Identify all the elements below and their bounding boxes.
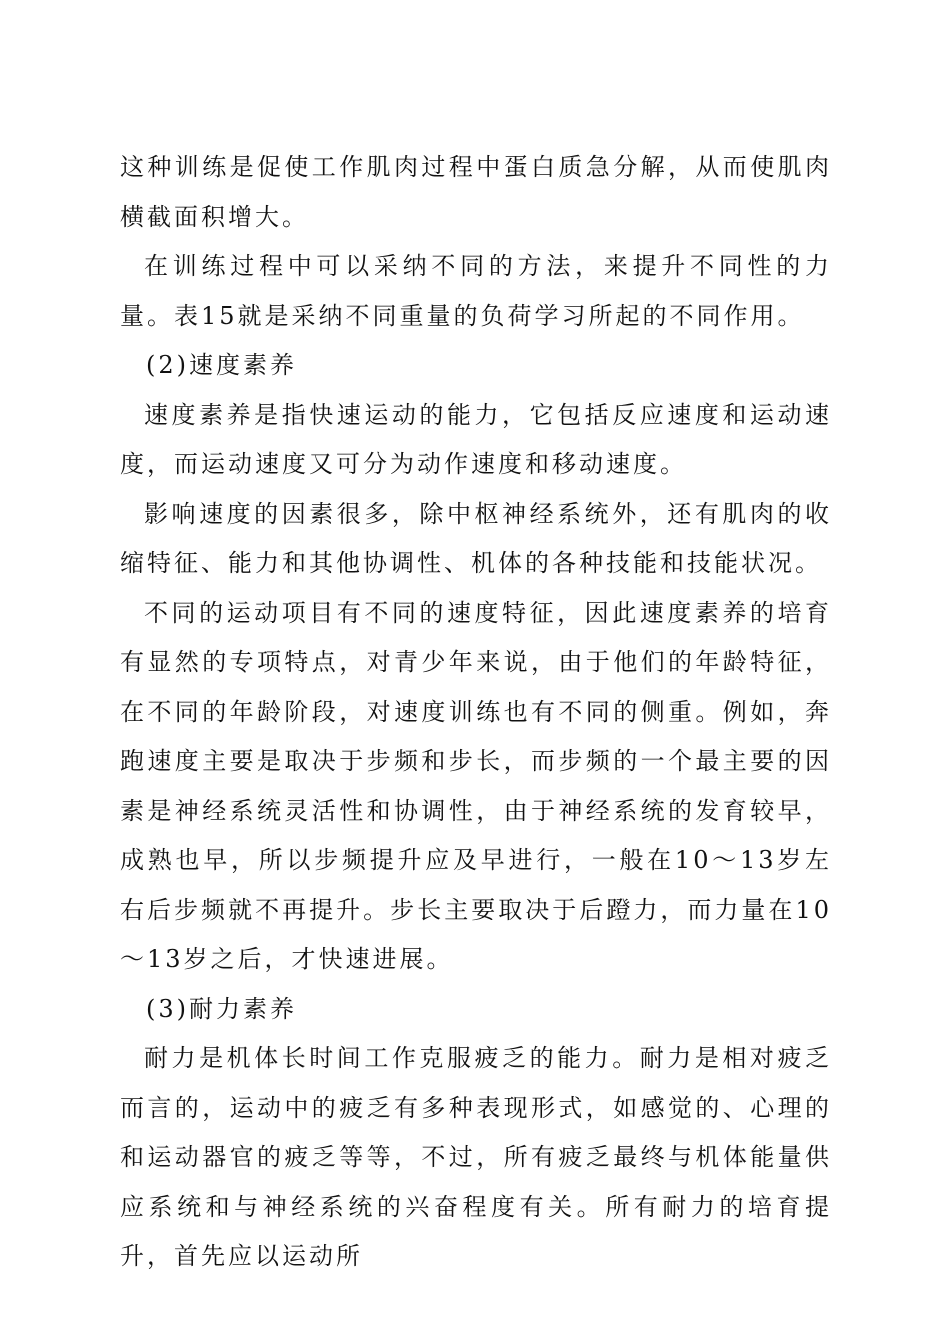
paragraph-muscle-training: 这种训练是促使工作肌肉过程中蛋白质急分解，从而使肌肉横截面积增大。 — [120, 153, 832, 231]
paragraph-speed-characteristics: 不同的运动项目有不同的速度特征，因此速度素养的培育有显然的专项特点，对青少年来说，由于他们的年龄特征，在不同的年龄阶段，对速度训练也有不同的侧重。例如，奔跑速度主要是取决于步频和步长，而步频的一个最主要的因素是神经系统灵活性和协调性，由于神经系统的发育较早，成熟也早，所以步频提升应及早进行，一般在10～13岁左右后步频就不再提升。步长主要取决于后蹬力，而力量在10～13岁之后，才快速进展。 — [120, 598, 832, 973]
paragraph-training-methods: 在训练过程中可以采纳不同的方法，来提升不同性的力量。表15就是采纳不同重量的负荷学习所起的不同作用。 — [120, 252, 832, 330]
document-body — [120, 143, 832, 1282]
section-heading-endurance: (3)耐力素养 — [146, 994, 297, 1023]
paragraph-speed-factors: 影响速度的因素很多，除中枢神经系统外，还有肌肉的收缩特征、能力和其他协调性、机体的各种技能和技能状况。 — [120, 499, 832, 577]
paragraph-speed-definition: 速度素养是指快速运动的能力，它包括反应速度和运动速度，而运动速度又可分为动作速度和移动速度。 — [120, 400, 832, 478]
section-heading-speed: (2)速度素养 — [146, 351, 297, 379]
paragraph-endurance-definition: 耐力是机体长时间工作克服疲乏的能力。耐力是相对疲乏而言的，运动中的疲乏有多种表现形式，如感觉的、心理的和运动器官的疲乏等等，不过，所有疲乏最终与机体能量供应系统和与神经系统的兴奋程度有关。所有耐力的培育提升，首先应以运动所 — [120, 1044, 832, 1270]
